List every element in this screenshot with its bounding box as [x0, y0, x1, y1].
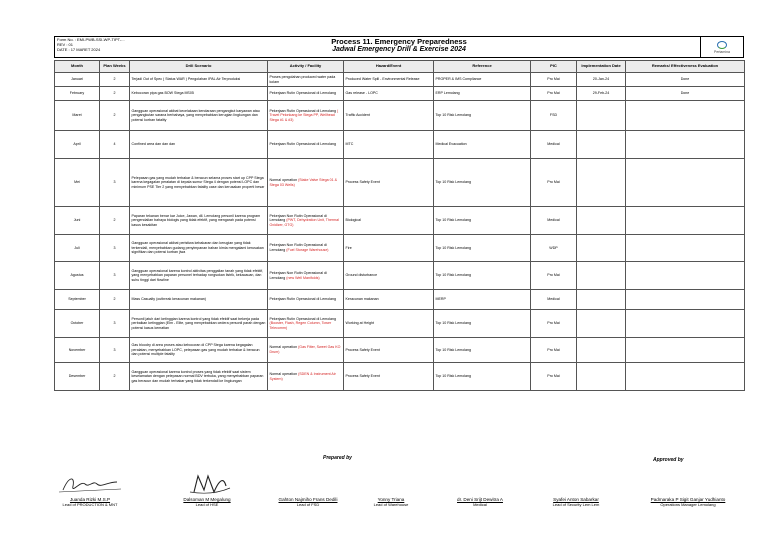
signatory-role: Lead of Security Lem Lem	[552, 502, 600, 507]
scenario-cell	[130, 73, 268, 87]
activity-cell	[268, 159, 344, 207]
cell-text-segment: Pekerjaan Non Rutin Operasional di Lemolang	[269, 243, 327, 252]
reference-cell: Top 10 Risk Lemolang	[434, 262, 531, 290]
cell-text-segment: Pekerjaan Non Rutin Operasional di Lemolang	[269, 270, 327, 280]
reference-cell: Top 10 Risk Lemolang	[434, 101, 531, 131]
reference-cell: MERP	[434, 290, 531, 310]
implementation-date-cell	[577, 131, 626, 159]
table-row	[55, 338, 745, 363]
pic-cell: Medical	[531, 290, 577, 310]
implementation-date-cell: 29-Feb-24	[577, 87, 626, 101]
col-activity: Activity / Facility	[268, 61, 344, 73]
pic-cell: WDP	[531, 235, 577, 262]
cell-text-segment: (new Well Manifolds)	[286, 275, 320, 280]
activity-cell	[268, 310, 344, 338]
drill-schedule-table	[54, 60, 745, 391]
cell-text-segment: Gangguan operasional akibat kecelakaan kendaraan pengangkut karyawan atau pengangkutan sarana berbahaya, yang menyebabkan kerugian lingkungan dan potensi korban fatality	[131, 108, 260, 122]
table-row	[55, 159, 745, 207]
activity-cell	[268, 235, 344, 262]
scenario-cell	[130, 207, 268, 235]
plan-week-cell: 4	[100, 131, 130, 159]
hazard-cell: MTC	[344, 131, 434, 159]
implementation-date-cell	[577, 101, 626, 131]
month-cell: April	[55, 131, 100, 159]
cell-text-segment: (Stake Valve Stega 01 & Stega 03 Wells)	[269, 177, 337, 187]
table-row	[55, 207, 745, 235]
activity-cell	[268, 262, 344, 290]
month-cell: Januari	[55, 73, 100, 87]
scenario-cell	[130, 290, 268, 310]
cell-text-segment: Pelepasan gas yang mudah terbakar & beracun selama proses start up CPP Stega karena kegagalan peralatan di kepala sumur Stega 4 dengan potensi LOPC dan minimum PSE Tier 2 yang menyebabkan fatality case dan kerusakan properti besar	[131, 175, 265, 189]
prepared-by-label: Prepared by	[323, 455, 352, 461]
month-cell: Maret	[55, 101, 100, 131]
company-logo	[700, 37, 743, 57]
plan-week-cell: 3	[100, 338, 130, 363]
pic-cell: Pro Mai	[531, 73, 577, 87]
col-month: Month	[55, 61, 100, 73]
cell-text-segment: Normal operation	[269, 371, 299, 376]
hazard-cell: Produced Water Spill - Environmental Release	[344, 73, 434, 87]
hazard-cell: Fire	[344, 235, 434, 262]
remarks-cell: Done	[626, 87, 745, 101]
cell-text-segment: Personil jatuh dari ketinggian karena kontrol yang tidak efektif saat bekerja pada perbaikan ketinggian (Elm - Elite, yang menyebabkan cedera personil parah dengan potensi kasus kematian	[131, 316, 266, 330]
cell-text-segment: Paparan tekanan benar kar Juice, Jawan, dll. Lemolang personil karena program pengendalian bahaya biologis yang tidak efektif, yang mengarah pada potensi kasus kesakitan	[131, 213, 261, 227]
hazard-cell: Gas release - LOPC	[344, 87, 434, 101]
signature-block	[50, 470, 130, 507]
scenario-cell	[130, 131, 268, 159]
activity-cell	[268, 363, 344, 391]
plan-week-cell: 2	[100, 101, 130, 131]
implementation-date-cell	[577, 235, 626, 262]
plan-week-cell: 2	[100, 73, 130, 87]
scenario-cell	[130, 159, 268, 207]
scenario-cell	[130, 338, 268, 363]
remarks-cell: Done	[626, 73, 745, 87]
cell-text-segment: Pekerjaan Rutin Operasional di Lemolang	[269, 108, 338, 113]
cell-text-segment: (PWT, Dehydration Unit, Thermal Oxidizer, GTG)	[269, 218, 339, 227]
signatory-name: Dalsoman M Megalung	[183, 497, 231, 502]
remarks-cell	[626, 159, 745, 207]
document-header	[54, 36, 744, 58]
hazard-cell: Process Safety Event	[344, 363, 434, 391]
remarks-cell	[626, 363, 745, 391]
cell-text-segment: Proses pengolahan produced water pada kolam	[269, 74, 336, 84]
pic-cell: Pro Mai	[531, 338, 577, 363]
signatory-role: Medical	[473, 502, 487, 507]
remarks-cell	[626, 131, 745, 159]
pic-cell: Pro Mai	[531, 310, 577, 338]
implementation-date-cell	[577, 310, 626, 338]
month-cell: Agustus	[55, 262, 100, 290]
hazard-cell: Biological	[344, 207, 434, 235]
cell-text-segment: Normal operation	[269, 177, 299, 182]
activity-cell	[268, 207, 344, 235]
signatory-name: dr. Deni Srijt Dewitra A	[457, 497, 503, 502]
plan-week-cell: 3	[100, 235, 130, 262]
reference-cell: Top 10 Risk Lemolang	[434, 363, 531, 391]
cell-text-segment: (Booster, Flash, Regen Column, Tower Telecomm)	[269, 321, 332, 330]
plan-week-cell: 3	[100, 159, 130, 207]
implementation-date-cell: 20-Jan-24	[577, 73, 626, 87]
signatory-role: Lead of PRODUCTION & MNT	[62, 502, 118, 507]
revision: REV : 01	[57, 42, 74, 47]
signature-image	[172, 470, 242, 496]
document-subtitle: Jadwal Emergency Drill & Exercise 2024	[332, 46, 466, 53]
signature-block	[351, 470, 431, 507]
month-cell: Desember	[55, 363, 100, 391]
table-row	[55, 235, 745, 262]
logo-icon	[717, 41, 727, 49]
pic-cell: Pro Mai	[531, 159, 577, 207]
reference-cell: Top 10 Risk Lemolang	[434, 338, 531, 363]
signatory-role: Lead of HSE	[195, 502, 219, 507]
cell-text-segment: Confined area dan dan dan	[131, 142, 176, 147]
logo-text: Pertamina	[714, 49, 730, 54]
pic-cell: FSD	[531, 101, 577, 131]
activity-cell	[268, 101, 344, 131]
month-cell: October	[55, 310, 100, 338]
signature-block	[536, 470, 616, 507]
cell-text-segment: Gas bloodry di area proses atau kebocoran di CPP Stega karena kegagalan peralatan, menyebabkan LOPC, pelepasan gas yang mudah terbakar & beracun dan potensi multiple fatality	[131, 343, 260, 357]
signatory-name: Padmaraka P Sigit Ganjar Yudhianto	[650, 497, 726, 502]
plan-week-cell: 2	[100, 207, 130, 235]
pic-cell: Pro Mai	[531, 262, 577, 290]
scenario-cell	[130, 262, 268, 290]
month-cell: February	[55, 87, 100, 101]
month-cell: Mei	[55, 159, 100, 207]
signature-block	[638, 470, 738, 507]
cell-text-segment: Normal operation	[269, 345, 299, 350]
col-reference: Reference	[434, 61, 531, 73]
activity-cell	[268, 338, 344, 363]
signature-block	[268, 470, 348, 507]
signature-block	[440, 470, 520, 507]
table-row	[55, 101, 745, 131]
pic-cell: Medical	[531, 207, 577, 235]
hazard-cell: Working at Height	[344, 310, 434, 338]
cell-text-segment: (Gas Filter, Sweet Gas KO Drum)	[269, 345, 341, 354]
cell-text-segment: Pekerjaan Rutin Operasional di Lemolang	[269, 297, 337, 302]
reference-cell: Top 10 Risk Lemolang	[434, 159, 531, 207]
hazard-cell: Traffic Accident	[344, 101, 434, 131]
hazard-cell: Process Safety Event	[344, 159, 434, 207]
signature-block	[167, 470, 247, 507]
table-row	[55, 73, 745, 87]
table-row	[55, 310, 745, 338]
cell-text-segment: Pekerjaan Rutin Operasional di Lemolang	[269, 91, 337, 96]
table-row	[55, 87, 745, 101]
activity-cell	[268, 87, 344, 101]
hazard-cell: Ground disturbance	[344, 262, 434, 290]
cell-text-segment: Pekerjaan Rutin Operasional di Lemolang	[269, 142, 337, 147]
implementation-date-cell	[577, 363, 626, 391]
reference-cell: Top 10 Risk Lemolang	[434, 235, 531, 262]
pic-cell: Medical	[531, 131, 577, 159]
cell-text-segment: ( Travel Pelonkang ke Stega PP, Wellhead Stega #1 & #3)	[269, 108, 339, 122]
scenario-cell	[130, 101, 268, 131]
month-cell: November	[55, 338, 100, 363]
col-implementation-date: Implementation Date	[577, 61, 626, 73]
form-date: DATE : 17 MARET 2024	[57, 47, 101, 52]
month-cell: Juli	[55, 235, 100, 262]
document-title: Process 11. Emergency Preparedness	[331, 37, 467, 46]
implementation-date-cell	[577, 159, 626, 207]
cell-text-segment: Gangguan operasional karena kontrol aktivitas penggalian tanah yang tidak efektif, yang menyebabkan paparan personel terhadap rongsokan listrik, kekacauan, dan suhu tinggi dari flowline	[131, 268, 264, 282]
remarks-cell	[626, 290, 745, 310]
col-drill-scenario: Drill Scenario	[130, 61, 268, 73]
remarks-cell	[626, 207, 745, 235]
reference-cell: Medical Evacuation	[434, 131, 531, 159]
plan-week-cell: 2	[100, 290, 130, 310]
col-remarks: Remarks/ Effectiveness Evaluation	[626, 61, 745, 73]
cell-text-segment: Pekerjaan Non Rutin Operasional di Lemolang	[269, 213, 327, 223]
cell-text-segment: Pekerjaan Rutin Operasional di Lemolang	[269, 316, 337, 321]
activity-cell	[268, 131, 344, 159]
pic-cell: Pro Mai	[531, 87, 577, 101]
cell-text-segment: Terjadi Out of Spec ( Status WAR ) Pengolahan IPAL Air Terproduksi	[131, 77, 241, 82]
col-hazard: Hazard/Event	[344, 61, 434, 73]
pic-cell: Pro Mai	[531, 363, 577, 391]
signatory-name: Gahton Najmiho Frans Dedili	[278, 497, 338, 502]
signatory-name: Yonny Triana	[377, 497, 405, 502]
cell-text-segment: Gangguan operasional akibat peristiwa kebakaran dan kerugian yang tidak terkendali, menyebabkan gudang penyimpanan bahan kimia mengalami kerusakan signifikan dan potensi korban jiwa	[131, 241, 264, 255]
cell-text-segment: Kebocoran pipa gas BOW Stega MS05	[131, 91, 194, 96]
col-plan-weeks: Plan Weeks	[100, 61, 130, 73]
scenario-cell	[130, 87, 268, 101]
table-row	[55, 131, 745, 159]
remarks-cell	[626, 235, 745, 262]
cell-text-segment: (SDEN & Instrument Air System)	[269, 371, 336, 381]
signatory-role: Operations Manager Lemolang	[660, 502, 716, 507]
month-cell: Juni	[55, 207, 100, 235]
plan-week-cell: 3	[100, 310, 130, 338]
remarks-cell	[626, 338, 745, 363]
activity-cell	[268, 73, 344, 87]
col-pic: PIC	[531, 61, 577, 73]
signature-image	[55, 470, 125, 496]
reference-cell: PROPER & IMS Compliance	[434, 73, 531, 87]
cell-text-segment: Mass Casualty (outbreak keracunan makanan)	[131, 297, 207, 302]
implementation-date-cell	[577, 207, 626, 235]
signatory-role: Lead of Warehouse	[373, 502, 409, 507]
cell-text-segment: (Fuel Storage Warehouse)	[286, 248, 329, 252]
form-number: Form No. : EMI-PWB-SSI-WP-TIPT-...	[57, 37, 125, 42]
table-row	[55, 363, 745, 391]
scenario-cell	[130, 363, 268, 391]
hazard-cell: Process Safety Event	[344, 338, 434, 363]
plan-week-cell: 2	[100, 87, 130, 101]
month-cell: September	[55, 290, 100, 310]
signatory-name: Juanda Rizki M.S.P	[69, 497, 111, 502]
table-header-row	[55, 61, 745, 73]
signatory-name: Syafei Anton Sabarkar	[553, 497, 599, 502]
approved-by-label: Approved by	[653, 457, 684, 463]
cell-text-segment: Gangguan operasional karena kontrol proses yang tidak efektif saat sistem keselamatan dengan pelepasan normal BDV terbuka, yang menyebabkan paparan gas beracun dan mudah terbakar yang tidak terkendali ke lingkungan	[131, 369, 264, 383]
hazard-cell: Keracunan makanan	[344, 290, 434, 310]
table-row	[55, 262, 745, 290]
reference-cell: ERP Lemolang	[434, 87, 531, 101]
implementation-date-cell	[577, 338, 626, 363]
remarks-cell	[626, 310, 745, 338]
implementation-date-cell	[577, 262, 626, 290]
plan-week-cell: 2	[100, 363, 130, 391]
scenario-cell	[130, 235, 268, 262]
table-row	[55, 290, 745, 310]
signatory-role: Lead of FSD	[296, 502, 320, 507]
reference-cell: Top 10 Risk Lemolang	[434, 207, 531, 235]
remarks-cell	[626, 101, 745, 131]
remarks-cell	[626, 262, 745, 290]
plan-week-cell: 3	[100, 262, 130, 290]
implementation-date-cell	[577, 290, 626, 310]
reference-cell: Top 10 Risk Lemolang	[434, 310, 531, 338]
scenario-cell	[130, 310, 268, 338]
activity-cell	[268, 290, 344, 310]
